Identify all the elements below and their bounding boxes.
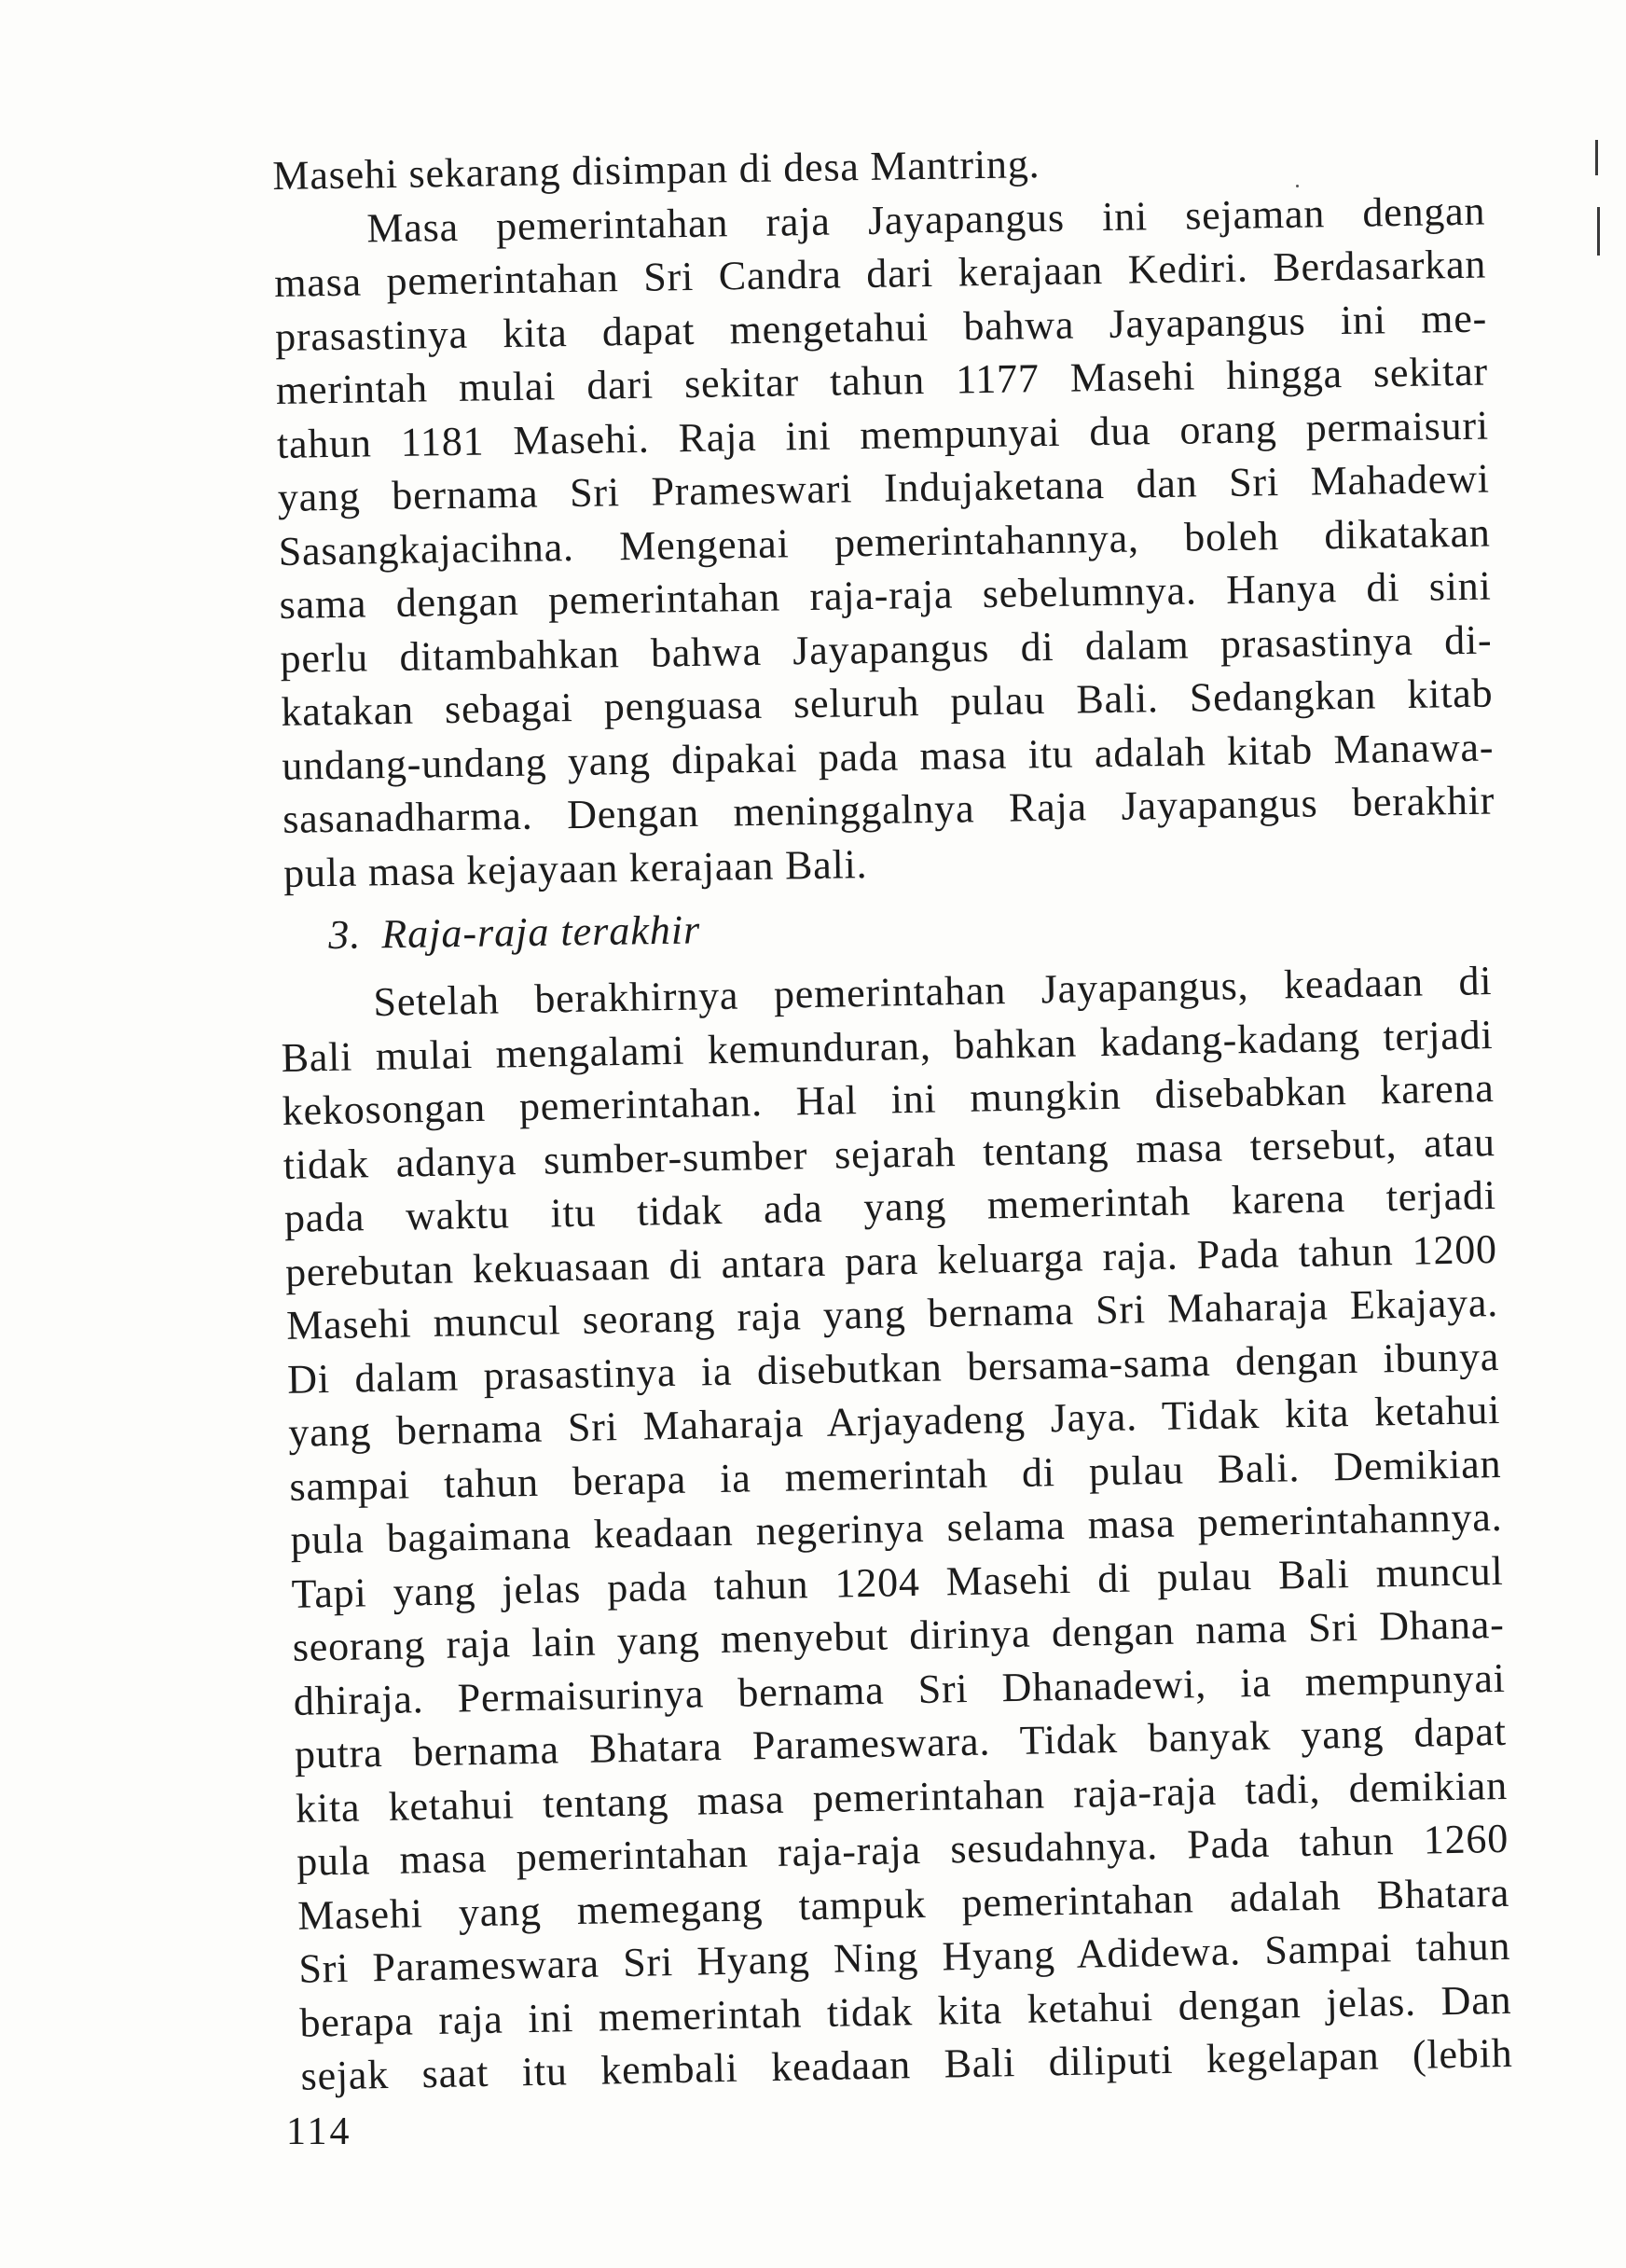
body-line: kita ketahui tentang masa pemerintahan raja-raja tadi, demikian [295,1762,1509,1832]
body-line: Bali mulai mengalami kemunduran, bahkan kadang-kadang terjadi [281,1011,1494,1081]
body-line: yang bernama Sri Maharaja Arjayadeng Jaya. Tidak kita ketahui [287,1386,1501,1456]
body-line: Di dalam prasastinya ia disebutkan bersama-sama dengan ibunya [286,1333,1500,1403]
body-line: prasastinya kita dapat mengetahui bahwa Jayapangus ini me- [274,295,1488,360]
body-line: sama dengan pemerintahan raja-raja sebelumnya. Hanya di sini [279,562,1492,628]
body-line: yang bernama Sri Prameswari Indujaketana dan Sri Mahadewi [277,455,1491,520]
body-line: pula masa pemerintahan raja-raja sesudahnya. Pada tahun 1260 [296,1815,1509,1885]
section-number: 3. [328,911,362,958]
body-line: pula masa kejayaan kerajaan Bali. [282,840,868,896]
scan-speck [1296,185,1299,187]
body-line: katakan sebagai penguasa seluruh pulau Bali. Sedangkan kitab [281,670,1494,735]
scan-edge-mark [1597,207,1600,256]
body-line: Sasangkajacihna. Mengenai pemerintahannya, boleh dikatakan [278,509,1491,574]
body-line: Masehi muncul seorang raja yang bernama Sri Maharaja Ekajaya. [285,1279,1499,1348]
body-line: undang-undang yang dipakai pada masa itu adalah kitab Manawa- [281,724,1495,789]
section-title: Raja-raja terakhir [381,906,701,958]
body-line: masa pemerintahan Sri Candra dari kerajaan Kediri. Berdasarkan [273,241,1487,306]
body-line: Setelah berakhirnya pemerintahan Jayapangus, keadaan di [373,958,1493,1026]
body-line: sampai tahun berapa ia memerintah di pulau Bali. Demikian [289,1440,1502,1510]
body-line: sasanadharma. Dengan meninggalnya Raja Jayapangus berakhir [282,777,1495,842]
body-line: berapa raja ini memerintah tidak kita ketahui dengan jelas. Dan [299,1976,1512,2046]
body-line: perlu ditambahkan bahwa Jayapangus di dalam prasastinya di- [280,616,1493,682]
body-line: dhiraja. Permaisurinya bernama Sri Dhanadewi, ia mempunyai [293,1654,1507,1724]
scan-edge-mark [1595,140,1598,175]
section-heading [328,906,701,959]
body-line: merintah mulai dari sekitar tahun 1177 Masehi hingga sekitar [275,348,1489,413]
body-line: seorang raja lain yang menyebut dirinya dengan nama Sri Dhana- [292,1600,1506,1670]
body-line: tahun 1181 Masehi. Raja ini mempunyai dua orang permaisuri [276,402,1490,467]
body-line: putra bernama Bhatara Parameswara. Tidak banyak yang dapat [294,1708,1508,1777]
body-line: pada waktu itu tidak ada yang memerintah karena terjadi [283,1172,1497,1241]
body-line: Masehi yang memegang tampuk pemerintahan adalah Bhatara [296,1869,1510,1939]
body-line: kekosongan pemerintahan. Hal ini mungkin disebabkan karena [282,1065,1495,1134]
page-number: 114 [286,2110,352,2153]
body-line: tidak adanya sumber-sumber sejarah tentang masa tersebut, atau [282,1118,1496,1188]
text-block-lower [280,954,1513,2103]
body-line: perebutan kekuasaan di antara para keluarga raja. Pada tahun 1200 [284,1225,1498,1295]
body-line: sejak saat itu kembali keadaan Bali diliputi kegelapan (lebih [300,2029,1513,2099]
body-line: Tapi yang jelas pada tahun 1204 Masehi di pulau Bali muncul [291,1547,1504,1617]
body-line: Masa pemerintahan raja Jayapangus ini sejaman dengan [365,187,1486,251]
body-line: pula bagaimana keadaan negerinya selama masa pemerintahannya. [290,1493,1503,1563]
body-line: Sri Parameswara Sri Hyang Ning Hyang Adidewa. Sampai tahun [297,1922,1511,1992]
text-block-upper [272,131,1495,900]
body-line: Masehi sekarang disimpan di desa Mantring. [272,141,1040,199]
